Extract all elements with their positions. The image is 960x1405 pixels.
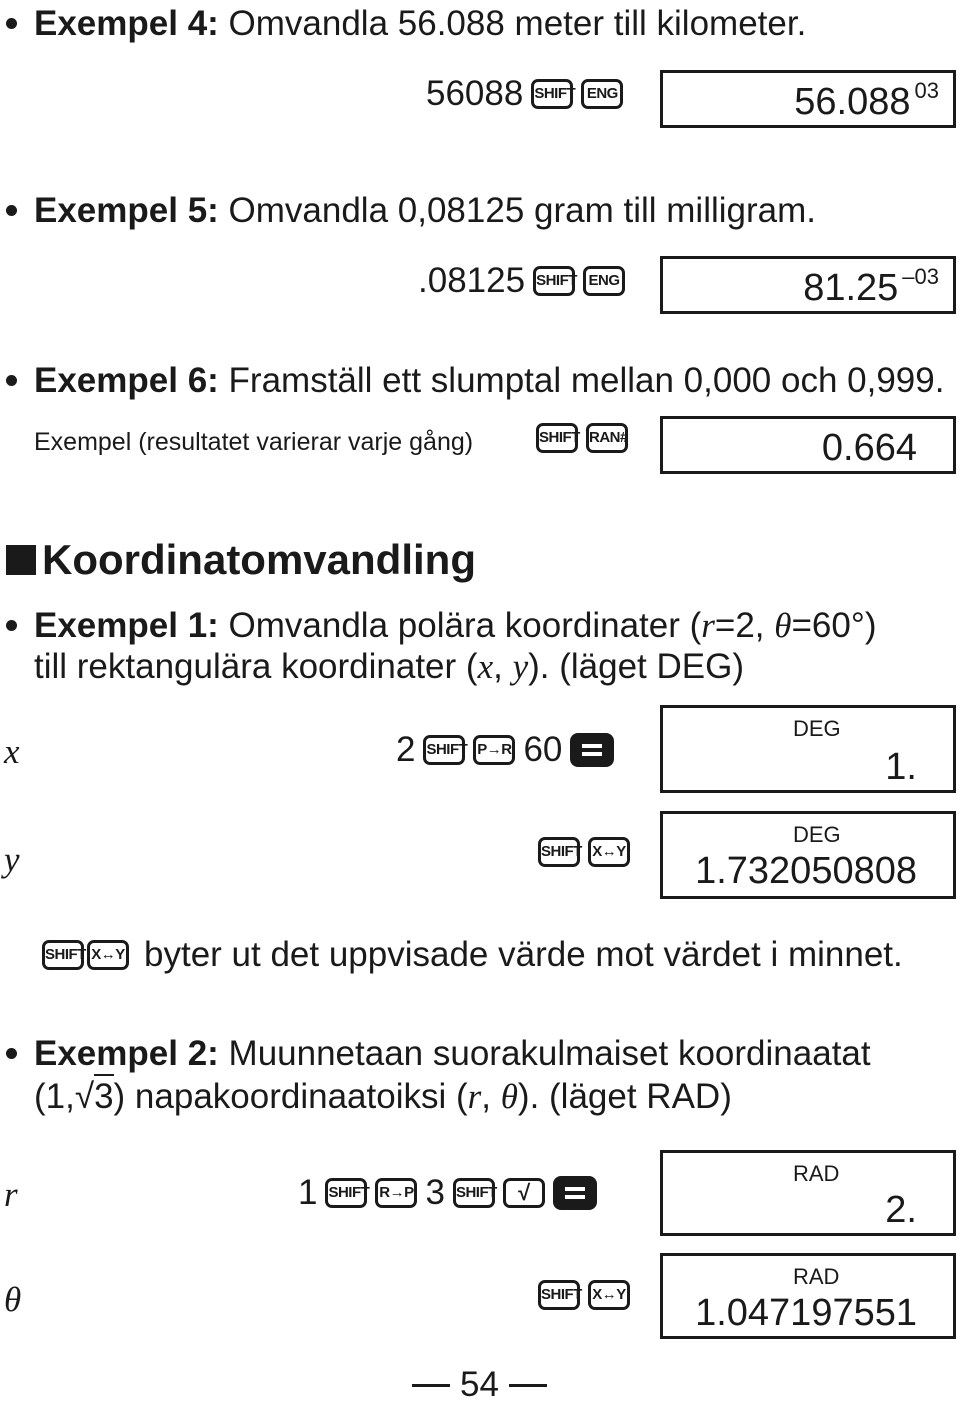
sqrt-key: √ [503,1178,545,1208]
example-text: Framställ ett slumptal mellan 0,000 och 0,999. [218,361,945,400]
bullet [6,620,17,631]
bullet [6,375,17,386]
example-text: Omvandla 56.088 meter till kilometer. [218,4,807,43]
key-sequence [538,1280,630,1310]
variable-label: x [4,732,20,771]
mode-indicator: RAD [793,1161,840,1186]
display-exponent: 03 [914,78,939,103]
mode-indicator: DEG [793,716,841,741]
display-value: 2. [885,1189,917,1231]
example-label: Exempel 6: [34,361,219,400]
calculator-display [660,256,956,314]
variable-label: θ [4,1280,22,1319]
section-heading [6,536,476,584]
mode-indicator: RAD [793,1264,840,1289]
example-label: Exempel 4: [34,4,219,43]
example-text: Omvandla 0,08125 gram till milligram. [218,191,816,230]
variable-label: y [4,840,20,879]
input-number: .08125 [418,261,526,300]
shift-key: SHIFT [531,79,573,109]
shift-key: SHIFT [325,1178,367,1208]
calculator-display [660,1253,956,1339]
display-value: 1. [885,746,917,788]
swap-key: X↔Y [588,837,630,867]
display-value: 81.25 $^{-03}$ [803,264,939,309]
key-sequence: 1 SHIFT R→P 3 SHIFT √ [298,1173,597,1213]
example-label: Exempel 1: [34,606,219,645]
display-exponent: –03 [902,264,939,289]
key-sequence [418,261,625,301]
bullet [6,1048,17,1059]
key-sequence [536,423,628,453]
note-line [42,935,903,975]
variable-label: r [4,1175,18,1214]
coord-example-2-line-1: Exempel 2: Muunnetaan suorakulmaiset koordinaatat [34,1034,871,1073]
display-value: 1.732050808 [695,850,917,892]
mode-indicator: DEG [793,822,841,847]
dash-right [509,1384,547,1387]
example-5-heading [34,190,816,232]
square-bullet-icon [6,545,36,575]
display-value: 56.088 $^{03}$ [794,78,939,123]
swap-key: X↔Y [588,1280,630,1310]
equals-key [553,1176,597,1210]
ran-key: RAN# [586,423,628,453]
calculator-display [660,811,956,899]
key-sequence [426,74,623,114]
input-number: 56088 [426,74,524,113]
example-label: Exempel 2: [34,1034,219,1073]
eng-key: ENG [583,266,625,296]
bullet [6,18,17,29]
shift-key: SHIFT [536,423,578,453]
shift-key: SHIFT [42,940,84,970]
shift-key: SHIFT [538,1280,580,1310]
coord-example-2-line-2: (1,√3) napakoordinaatoiksi (r, θ). (läget RAD) [34,1074,732,1118]
section-title: Koordinatomvandling [42,536,476,583]
example-4-heading [34,3,806,45]
dash-left [412,1384,450,1387]
coord-example-1-line-1: Exempel 1: Omvandla polära koordinater (r=2, θ=60°) [34,606,877,645]
display-value: 1.047197551 [695,1292,917,1334]
swap-key: X↔Y [87,940,129,970]
equals-key [570,733,614,767]
display-value: 0.664 [821,427,917,469]
eng-key: ENG [581,79,623,109]
rect-to-polar-key: R→P [375,1178,417,1208]
sqrt-value: 3 [94,1074,113,1118]
calculator-display [660,416,956,474]
calculator-display [660,705,956,793]
example-label: Exempel 5: [34,191,219,230]
page-number: 54 [412,1365,547,1405]
example-6-heading [34,360,944,402]
sqrt-sign: √ [74,1077,95,1116]
key-sequence: 2 SHIFT P→R 60 [396,730,614,770]
shift-key: SHIFT [533,266,575,296]
note-text: byter ut det uppvisade värde mot värdet i minnet. [144,935,903,974]
calculator-display [660,70,956,128]
coord-example-1-line-2: till rektangulära koordinater (x, y). (läget DEG) [34,647,744,686]
shift-key: SHIFT [538,837,580,867]
bullet [6,205,17,216]
polar-to-rect-key: P→R [473,735,515,765]
shift-key: SHIFT [423,735,465,765]
shift-key: SHIFT [453,1178,495,1208]
calculator-display [660,1150,956,1236]
example-note: Exempel (resultatet varierar varje gång) [34,428,474,456]
key-sequence [538,837,630,867]
